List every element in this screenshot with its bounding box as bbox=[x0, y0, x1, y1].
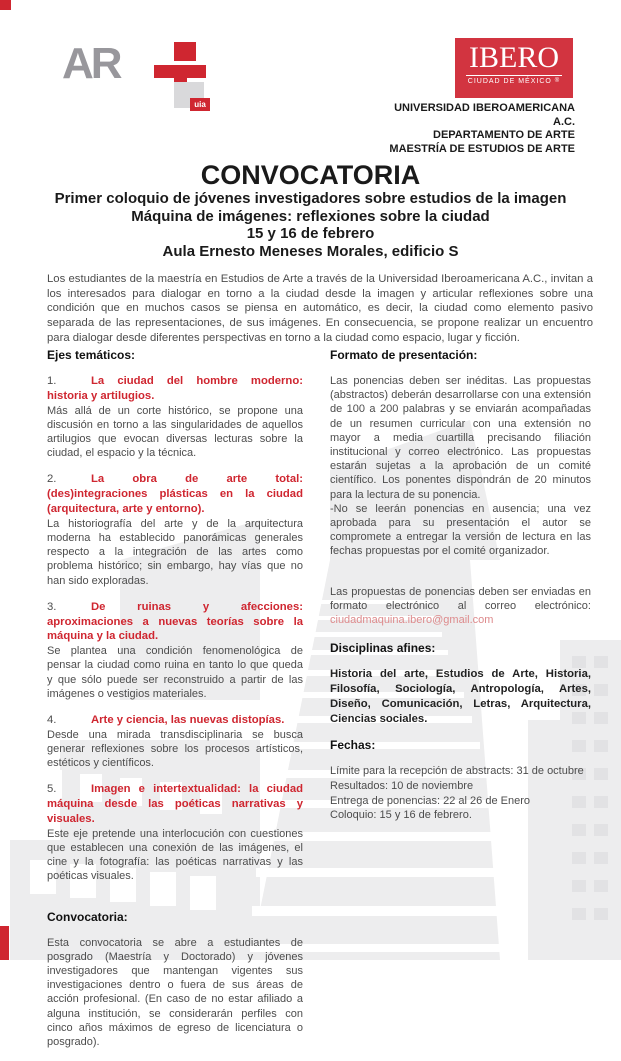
ibero-logo-subtitle bbox=[455, 78, 573, 85]
fecha-coloquio: Coloquio: 15 y 16 de febrero. bbox=[330, 809, 472, 822]
ibero-city-label: CIUDAD DE MÉXICO bbox=[467, 78, 552, 85]
item-body: La historiografía del arte y de la arquitectura moderna ha establecido panorámicas generales respecto a la integración de las artes como problema histórico; sin embargo, hay vías que no han sido exploradas. bbox=[47, 517, 303, 587]
item-heading bbox=[47, 374, 303, 404]
item-body: Desde una mirada transdisciplinaria se busca generar reflexiones sobre los procesos artísticos, estéticos y científicos. bbox=[47, 728, 303, 770]
org-header bbox=[389, 102, 575, 156]
red-corner-accent-bottom bbox=[0, 926, 9, 960]
section-header-convocatoria: Convocatoria: bbox=[47, 909, 128, 924]
item-number: 4. bbox=[47, 714, 57, 727]
fecha-entrega: Entrega de ponencias: 22 al 26 de Enero bbox=[330, 794, 530, 807]
section-header-fechas: Fechas: bbox=[330, 738, 376, 753]
item-body: Más allá de un corte histórico, se propone una discusión en torno a las singularidades de aquellos artilugios que evocan diversas lecturas sobre la ciudad, el espacio y la técnica. bbox=[47, 404, 303, 460]
org-line-ac: A.C. bbox=[553, 115, 575, 128]
subtitle-venue: Aula Ernesto Meneses Morales, edificio S bbox=[162, 242, 459, 260]
item-number: 3. bbox=[47, 600, 57, 613]
item-heading-text: La obra de arte total: (des)integraciones plásticas en la ciudad (arquitectura, arte y entorno). bbox=[47, 473, 303, 515]
ibero-logo bbox=[455, 38, 573, 98]
org-line-department: DEPARTAMENTO DE ARTE bbox=[433, 129, 575, 141]
formato-paragraph-2: -No se leerán ponencias en ausencia; una vez aprobada para su presentación el autor se compromete a entregar la versión de lectura en las fechas propuestas por el comité organizador. bbox=[330, 502, 591, 558]
item-heading-text: Imagen e intertextualidad: la ciudad máquina desde las poéticas narrativas y visuales. bbox=[47, 783, 303, 826]
thematic-item-2 bbox=[47, 472, 303, 587]
subtitle-theme: Máquina de imágenes: reflexiones sobre la ciudad bbox=[131, 207, 490, 225]
item-heading-text: La ciudad del hombre moderno: historia y artilugios. bbox=[47, 375, 303, 402]
item-heading bbox=[47, 600, 303, 644]
item-heading bbox=[47, 713, 303, 728]
arte-logo-red-square bbox=[174, 42, 196, 61]
fecha-resultados: Resultados: 10 de noviembre bbox=[330, 780, 474, 793]
title-block bbox=[0, 160, 621, 260]
convocatoria-paragraph: Esta convocatoria se abre a estudiantes de posgrado (Maestría y Doctorado) y jóvenes investigadores que mantengan vigentes sus investigaciones dentro o fuera de sus áreas de acción profesional. (En caso de no estar afiliado a alguna institución, se considerarán perfiles con cinco años máximos de egreso de licenciatura o posgrado). bbox=[47, 936, 303, 1049]
item-heading-text: Arte y ciencia, las nuevas distopías. bbox=[91, 714, 285, 727]
item-number: 2. bbox=[47, 473, 57, 486]
right-column bbox=[330, 348, 591, 823]
arte-logo-blocks bbox=[154, 42, 212, 128]
section-header-disciplinas: Disciplinas afines: bbox=[330, 641, 436, 656]
intro-paragraph: Los estudiantes de la maestría en Estudios de Arte a través de la Universidad Iberoamericana A.C., invitan a los interesados para dialogar en torno a la ciudad desde la imagen y articular reflexiones sobre una condición que en muchos casos se piensa en automático, es decir, la ciudad como elemento pasivo separada de las representaciones, de sus imágenes. En consecuencia, se propone realizar un encuentro para dialogar desde diferentes perspectivas en torno a la ciudad como espacio, lugar y ficción. bbox=[47, 273, 593, 344]
left-column bbox=[47, 348, 303, 1061]
arte-logo bbox=[62, 39, 212, 130]
item-body: Este eje pretende una interlocución con cuestiones que establecen una conexión de las imágenes, el cine y la fotografía: las poéticas narrativas y las poéticas visuales. bbox=[47, 827, 303, 883]
page-title: CONVOCATORIA bbox=[200, 160, 421, 190]
org-line-program: MAESTRÍA DE ESTUDIOS DE ARTE bbox=[389, 142, 575, 155]
ibero-logo-title: IBERO bbox=[469, 41, 559, 74]
fecha-abstracts: Límite para la recepción de abstracts: 31 de octubre bbox=[330, 765, 584, 778]
formato-paragraph-1: Las ponencias deben ser inéditas. Las propuestas (abstractos) deberán desarrollarse con una extensión de 100 a 200 palabras y se enviarán acompañadas de un resumen curricular con una extensión no mayor a media cuartilla precisando filiación institucional y correo electrónico. Las propuestas estarán sujetas a la aprobación de un comité científico. Los ponentes dispondrán de 20 minutos para la lectura de su ponencia. bbox=[330, 375, 591, 501]
section-header-ejes: Ejes temáticos: bbox=[47, 348, 136, 362]
arte-logo-text: AR bbox=[62, 39, 120, 88]
thematic-item-3 bbox=[47, 600, 303, 701]
uia-badge: uia bbox=[190, 98, 210, 111]
email-link[interactable]: ciudadmaquina.ibero@gmail.com bbox=[330, 614, 494, 627]
item-body: Se plantea una condición fenomenológica de pensar la ciudad como ruina en tanto lo que queda y que sólo puede ser reconstruido a partir de las imágenes o vestigios materiales. bbox=[47, 645, 303, 700]
subtitle-colloquium: Primer coloquio de jóvenes investigadores sobre estudios de la imagen bbox=[54, 190, 567, 207]
org-line-university: UNIVERSIDAD IBEROAMERICANA bbox=[394, 102, 575, 114]
submission-paragraph bbox=[330, 585, 591, 628]
ibero-logo-divider bbox=[466, 75, 562, 76]
submission-text: Las propuestas de ponencias deben ser enviadas en formato electrónico al correo electrónico: bbox=[330, 585, 591, 612]
item-heading bbox=[47, 472, 303, 516]
thematic-item-4 bbox=[47, 713, 303, 770]
item-number: 5. bbox=[47, 783, 57, 796]
disciplinas-paragraph: Historia del arte, Estudios de Arte, Historia, Filosofía, Sociología, Antropología, Artes, Diseño, Comunicación, Letras, Arquitectura, Ciencias sociales. bbox=[330, 668, 591, 725]
thematic-item-1 bbox=[47, 374, 303, 460]
item-heading bbox=[47, 782, 303, 826]
section-header-formato: Formato de presentación: bbox=[330, 348, 478, 362]
registered-mark: ® bbox=[554, 78, 561, 84]
item-number: 1. bbox=[47, 375, 57, 387]
thematic-item-5 bbox=[47, 782, 303, 883]
subtitle-dates: 15 y 16 de febrero bbox=[246, 225, 375, 242]
red-corner-accent-top bbox=[0, 0, 11, 10]
item-heading-text: De ruinas y afecciones: aproximaciones a nuevas teorías sobre la máquina y la ciudad. bbox=[47, 600, 303, 643]
